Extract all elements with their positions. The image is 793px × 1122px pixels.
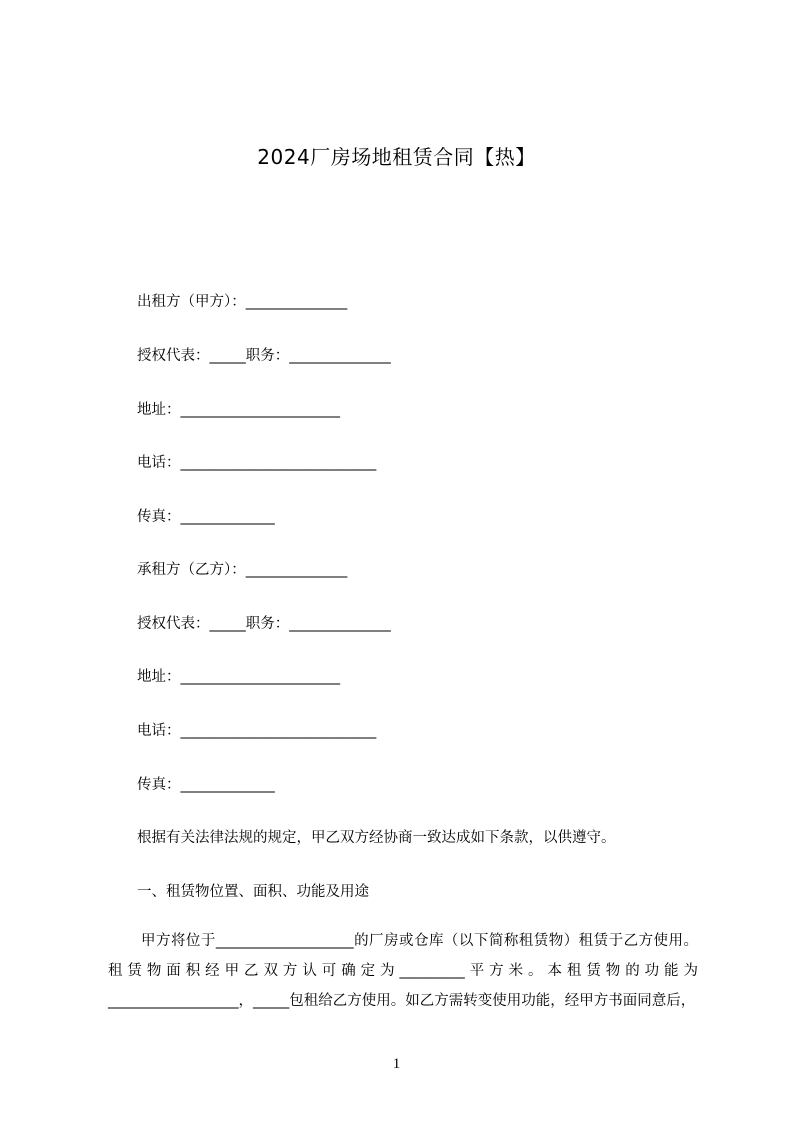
- lessee-name-line: 承租方（乙方）：______________: [137, 562, 348, 578]
- lessee-phone-line: 电话：___________________________: [137, 723, 377, 739]
- lessor-fax-line: 传真：_____________: [137, 509, 275, 525]
- section-heading: 一、租赁物位置、面积、功能及用途: [137, 884, 369, 900]
- lessor-representative-line: 授权代表：_____职务：______________: [137, 348, 391, 364]
- lessor-phone-line: 电话：___________________________: [137, 455, 377, 471]
- lessor-name-line: 出租方（甲方）：______________: [137, 294, 348, 310]
- lessee-address-line: 地址：______________________: [137, 669, 340, 685]
- document-title: 2024厂房场地租赁合同【热】: [257, 145, 536, 169]
- lessor-address-line: 地址：______________________: [137, 402, 340, 418]
- preamble-text: 根据有关法律法规的规定，甲乙双方经协商一致达成如下条款，以供遵守。: [137, 830, 616, 846]
- clause-paragraph: 甲方将位于___________________的厂房或仓库（以下简称租赁物）租赁于乙方使用。租赁物面积经甲乙双方认可确定为_________平方米。本租赁物的功能为__________________，_____包租给乙方使用。如乙方需转变使用功能，经甲方书面同意后，: [108, 933, 698, 1009]
- page-number: 1: [392, 1056, 401, 1072]
- lessee-fax-line: 传真：_____________: [137, 777, 275, 793]
- lessee-representative-line: 授权代表：_____职务：______________: [137, 616, 391, 632]
